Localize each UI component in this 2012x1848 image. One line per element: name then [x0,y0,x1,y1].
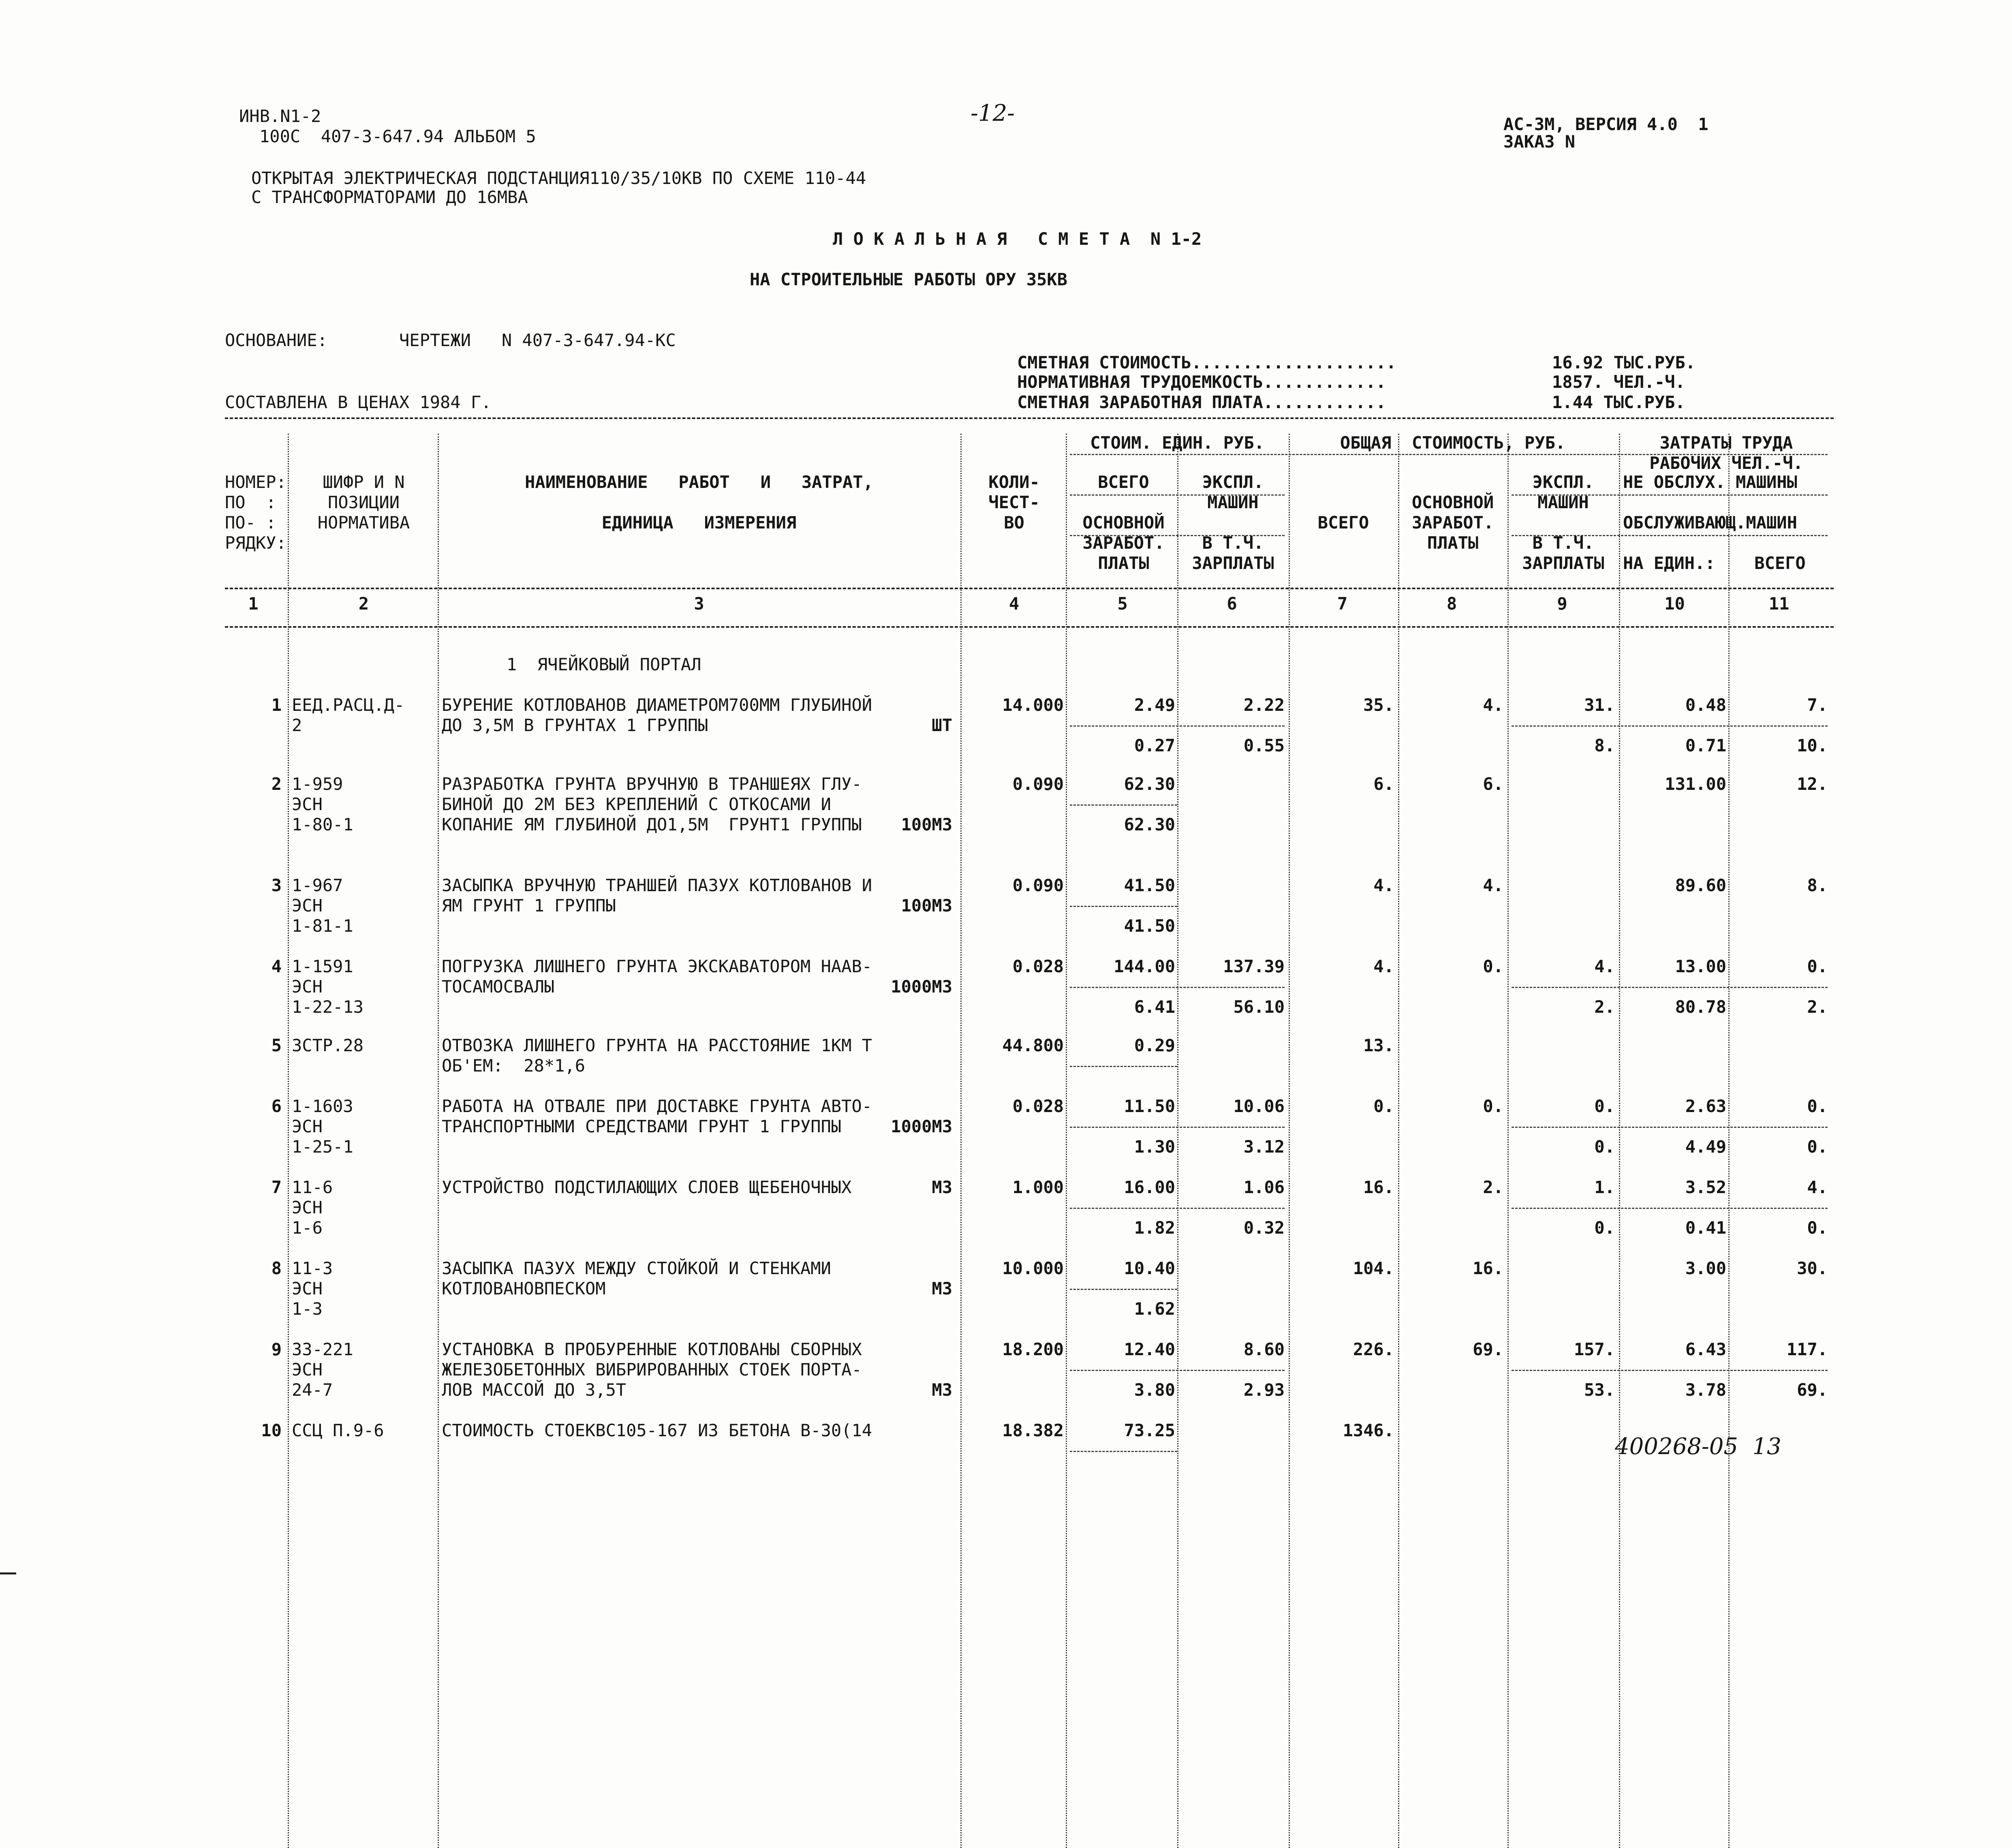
row-code: 2 [292,715,302,735]
prices-basis: СОСТАВЛЕНА В ЦЕНАХ 1984 Г. [225,392,492,412]
summary-value-wages: 1.44 ТЫС.РУБ. [1552,392,1685,412]
row-c6: 8.60 [1243,1339,1285,1359]
basis-document: ЧЕРТЕЖИ N 407-3-647.94-КС [399,330,676,350]
row-work-name: ЯМ ГРУНТ 1 ГРУППЫ [442,896,616,915]
column-number-10: 10 [1664,594,1685,614]
row-code: ЭСН [292,1116,323,1136]
row-c7: 0. [1373,1096,1394,1116]
row-c10b: 3.78 [1685,1380,1726,1400]
row-c7: 6. [1373,774,1394,794]
head-col10-l2: ОБСЛУЖИВАЮЩ.МАШИН [1623,513,1797,533]
head-col5-l2: ОСНОВНОЙ [1082,513,1165,533]
page-mark: -12- [971,100,1015,126]
head-col9-l1: ЭКСПЛ. [1532,472,1594,492]
row-code: 1-959 [292,774,343,794]
row-c10: 13.00 [1675,956,1726,976]
col-divider-3 [960,434,962,1848]
row-c9: 157. [1574,1339,1615,1359]
col-divider-10 [1728,434,1730,1848]
row-c5: 2.49 [1134,695,1175,715]
head-col1-l2: ПО : [225,492,276,512]
head-col4-l3: ВО [1004,513,1024,533]
row-work-name: ЗАСЫПКА ВРУЧНУЮ ТРАНШЕЙ ПАЗУХ КОТЛОВАНОВ И [442,875,872,895]
row-c5b: 1.30 [1134,1137,1175,1157]
head-col2-l2: ПОЗИЦИИ [327,492,400,512]
column-number-11: 11 [1768,594,1790,614]
head-col2-l1: ШИФР И N [323,472,405,492]
row-number: 6 [271,1096,282,1116]
row-work-name: РАБОТА НА ОТВАЛЕ ПРИ ДОСТАВКЕ ГРУНТА АВТО- [442,1096,872,1116]
row-number: 10 [261,1420,282,1440]
row-unit: М3 [932,1380,952,1400]
col-divider-5 [1177,434,1178,1848]
row-c6: 2.22 [1243,695,1285,715]
row-work-name: ЛОВ МАССОЙ ДО 3,5Т [442,1380,626,1400]
row-c6b: 0.32 [1243,1218,1285,1238]
head-col9-l3: В Т.Ч. [1532,533,1594,553]
row-work-name: ДО 3,5М В ГРУНТАХ 1 ГРУППЫ [442,715,708,735]
row-sub-rule-labor [1512,987,1828,988]
row-c5: 16.00 [1124,1177,1175,1197]
row-c5: 41.50 [1124,875,1175,895]
header-bottom-rule [225,588,1834,589]
row-c7: 1346. [1343,1420,1394,1440]
row-c11: 117. [1786,1339,1828,1359]
row-c9: 1. [1594,1177,1615,1197]
row-c10b: 80.78 [1675,997,1726,1017]
row-code: 1-1603 [292,1096,353,1116]
row-c6: 1.06 [1243,1177,1285,1197]
scan-mark [0,1572,16,1574]
row-sub-rule [1070,987,1285,988]
row-code: ЭСН [292,1198,323,1217]
head-col6-l1: ЭКСПЛ. [1202,472,1264,492]
row-number: 4 [271,956,282,976]
row-quantity: 14.000 [1002,695,1064,715]
col-divider-6 [1289,434,1290,1848]
row-c9: 4. [1594,956,1615,976]
head-col6-l2: МАШИН [1207,492,1259,512]
row-work-name: ЗАСЫПКА ПАЗУХ МЕЖДУ СТОЙКОЙ И СТЕНКАМИ [442,1258,831,1278]
row-c8: 0. [1483,1096,1503,1116]
row-code: 1-81-1 [292,916,353,936]
row-quantity: 0.090 [1012,875,1064,895]
summary-value-labor: 1857. ЧЕЛ.-Ч. [1552,372,1685,392]
row-c8: 0. [1483,956,1503,976]
row-c5b: 1.82 [1134,1218,1175,1238]
row-unit: 1000М3 [891,1116,952,1136]
row-code: ЭСН [292,794,323,814]
head-col10-l1: НЕ ОБСЛУХ. МАШИНЫ [1623,472,1797,492]
head-col1-l3: ПО- : [225,513,276,533]
head-col4-l2: ЧЕСТ- [988,492,1040,512]
row-unit: 100М3 [901,896,952,915]
column-number-4: 4 [1009,594,1020,614]
row-work-name: КОПАНИЕ ЯМ ГЛУБИНОЙ ДО1,5М ГРУНТ1 ГРУППЫ [442,815,862,834]
row-code: 1-25-1 [292,1137,353,1157]
row-work-name: УСТАНОВКА В ПРОБУРЕННЫЕ КОТЛОВАНЫ СБОРНЫХ [442,1339,862,1359]
row-quantity: 18.382 [1002,1420,1064,1440]
row-c9b: 0. [1594,1137,1615,1157]
document-subtitle: НА СТРОИТЕЛЬНЫЕ РАБОТЫ ОРУ 35КВ [750,270,1067,289]
row-code: 1-967 [292,875,343,895]
row-code: 1-1591 [292,956,353,976]
column-number-6: 6 [1227,594,1237,614]
row-quantity: 10.000 [1002,1258,1064,1278]
row-c6b: 0.55 [1243,736,1285,755]
row-c9b: 0. [1594,1218,1615,1238]
col-divider-1 [288,434,289,1848]
handwritten-note: 400268-05 13 [1615,1433,1781,1460]
row-code: 11-6 [292,1177,333,1197]
basis-label: ОСНОВАНИЕ: [225,330,327,350]
row-c7: 226. [1353,1339,1394,1359]
column-number-7: 7 [1337,594,1348,614]
row-c11: 4. [1807,1177,1828,1197]
summary-label-wages: СМЕТНАЯ ЗАРАБОТНАЯ ПЛАТА............ [1017,392,1386,412]
row-c8: 4. [1483,695,1503,715]
table-top-rule [225,417,1834,419]
row-work-name: ЖЕЛЕЗОБЕТОННЫХ ВИБРИРОВАННЫХ СТОЕК ПОРТА- [442,1360,862,1380]
row-c5b: 41.50 [1124,916,1175,936]
row-c10: 0.48 [1685,695,1726,715]
row-c6b: 56.10 [1233,997,1285,1017]
summary-value-cost: 16.92 ТЫС.РУБ. [1552,353,1696,372]
row-quantity: 1.000 [1012,1177,1064,1197]
row-c11: 7. [1807,695,1828,715]
row-sub-rule-labor [1512,1127,1828,1128]
row-unit: 100М3 [901,815,952,834]
row-sub-rule [1070,1289,1177,1290]
head-col2-l3: НОРМАТИВА [317,513,410,533]
column-number-1: 1 [248,594,259,614]
column-number-5: 5 [1117,594,1128,614]
column-number-8: 8 [1446,594,1457,614]
row-c11b: 69. [1797,1380,1828,1400]
row-code: ЕЕД.РАСЦ.Д- [292,695,405,715]
row-c10b: 0.41 [1685,1218,1726,1238]
row-c10: 6.43 [1685,1339,1726,1359]
numbers-bottom-rule [225,626,1834,628]
row-work-name: БИНОЙ ДО 2М БЕЗ КРЕПЛЕНИЙ С ОТКОСАМИ И [442,794,831,814]
row-c7: 16. [1363,1177,1394,1197]
album-code: 100С 407-3-647.94 АЛЬБОМ 5 [259,126,536,146]
row-c7: 4. [1373,956,1394,976]
row-work-name: ТРАНСПОРТНЫМИ СРЕДСТВАМИ ГРУНТ 1 ГРУППЫ [442,1116,842,1136]
row-sub-rule [1070,804,1177,806]
row-c9: 31. [1584,695,1615,715]
head-group-total: ОБЩАЯ СТОИМОСТЬ, РУБ. [1340,433,1566,453]
row-work-name: ОТВОЗКА ЛИШНЕГО ГРУНТА НА РАССТОЯНИЕ 1КМ Т [442,1035,872,1055]
row-c5b: 0.27 [1134,736,1175,755]
row-number: 7 [271,1177,282,1197]
row-sub-rule [1070,1127,1285,1128]
head-col8-l1: ОСНОВНОЙ [1411,492,1494,512]
row-work-name: ПОГРУЗКА ЛИШНЕГО ГРУНТА ЭКСКАВАТОРОМ НААВ- [442,956,872,976]
summary-label-cost: СМЕТНАЯ СТОИМОСТЬ.................... [1017,353,1396,372]
row-c10b: 4.49 [1685,1137,1726,1157]
row-code: 1-22-13 [292,997,364,1017]
row-c9: 0. [1594,1096,1615,1116]
row-c5b: 1.62 [1134,1299,1175,1319]
row-c5: 11.50 [1124,1096,1175,1116]
col-divider-7 [1398,434,1399,1848]
head-col8-l3: ПЛАТЫ [1427,533,1479,553]
row-c11b: 10. [1797,736,1828,755]
row-c6: 10.06 [1233,1096,1285,1116]
head-col4-l1: КОЛИ- [988,472,1040,492]
row-number: 8 [271,1258,282,1278]
row-number: 9 [271,1339,282,1359]
head-col5-l4: ПЛАТЫ [1098,553,1149,573]
row-c8: 4. [1483,875,1503,895]
row-c10: 3.00 [1685,1258,1726,1278]
row-c11: 0. [1807,1096,1828,1116]
head-group-labor: ЗАТРАТЫ ТРУДА [1659,433,1793,453]
row-c10: 2.63 [1685,1096,1726,1116]
row-c8: 6. [1483,774,1503,794]
row-c9b: 53. [1584,1380,1615,1400]
head-group-labor-2: РАБОЧИХ ЧЕЛ.-Ч. [1649,453,1803,473]
col-divider-8 [1507,434,1509,1848]
order-number: ЗАКАЗ N [1503,132,1576,152]
row-code: ЭСН [292,977,323,997]
row-sub-rule [1070,906,1177,907]
head-col1-l4: РЯДКУ: [225,533,287,553]
row-c8: 2. [1483,1177,1503,1197]
row-sub-rule [1070,725,1285,727]
head-col6-l4: ЗАРПЛАТЫ [1192,553,1274,573]
head-col6-l3: В Т.Ч. [1202,533,1264,553]
row-c8: 16. [1473,1258,1503,1278]
row-sub-rule-labor [1512,1370,1828,1371]
row-unit: М3 [932,1177,952,1197]
row-code: 1-6 [292,1218,323,1238]
head-col11: ВСЕГО [1754,553,1806,573]
row-c6b: 3.12 [1243,1137,1285,1157]
row-code: ЭСН [292,1360,323,1380]
row-unit: ШТ [932,715,952,735]
row-c7: 35. [1363,695,1394,715]
head-col8-l2: ЗАРАБОТ. [1411,513,1494,533]
row-sub-rule [1070,1451,1177,1452]
head-col5-l3: ЗАРАБОТ. [1082,533,1165,553]
row-c11: 0. [1807,956,1828,976]
head-group-unit: СТОИМ. ЕДИН. РУБ. [1090,433,1264,453]
row-unit: 1000М3 [891,977,952,997]
row-work-name: КОТЛОВАНОВПЕСКОМ [442,1279,606,1298]
col-divider-2 [438,434,439,1848]
row-work-name: БУРЕНИЕ КОТЛОВАНОВ ДИАМЕТРОМ700ММ ГЛУБИНОЙ [442,695,872,715]
row-c11: 8. [1807,875,1828,895]
row-c5b: 62.30 [1124,815,1175,834]
program-version: АС-3М, ВЕРСИЯ 4.0 1 [1503,114,1708,134]
row-c5b: 3.80 [1134,1380,1175,1400]
row-c9b: 2. [1594,997,1615,1017]
head-col3-l2: ЕДИНИЦА ИЗМЕРЕНИЯ [601,513,797,533]
col-divider-4 [1066,434,1067,1848]
row-work-name: УСТРОЙСТВО ПОДСТИЛАЮЩИХ СЛОЕВ ЩЕБЕНОЧНЫХ [442,1177,852,1197]
row-code: ЭСН [292,896,323,915]
row-c11b: 0. [1807,1137,1828,1157]
row-c10: 89.60 [1675,875,1726,895]
column-number-9: 9 [1557,594,1567,614]
row-number: 5 [271,1035,282,1055]
row-c5: 12.40 [1124,1339,1175,1359]
row-code: 11-3 [292,1258,333,1278]
col-divider-9 [1619,434,1620,1848]
head-col7: ВСЕГО [1317,513,1369,533]
row-sub-rule [1070,1370,1285,1371]
row-quantity: 0.028 [1012,1096,1064,1116]
row-c8: 69. [1473,1339,1503,1359]
head-col10-l3: НА ЕДИН.: [1623,553,1715,573]
object-line-1: ОТКРЫТАЯ ЭЛЕКТРИЧЕСКАЯ ПОДСТАНЦИЯ110/35/10КВ ПО СХЕМЕ 110-44 [251,168,866,188]
row-number: 2 [271,774,282,794]
document-title: Л О К А Л Ь Н А Я С М Е Т А N 1-2 [833,229,1202,249]
row-c7: 104. [1353,1258,1394,1278]
head-col9-l2: МАШИН [1537,492,1589,512]
inventory-number: ИНВ.N1-2 [239,106,321,126]
row-c9b: 8. [1594,736,1615,755]
row-code: 1-80-1 [292,815,353,834]
column-number-2: 2 [358,594,369,614]
column-number-3: 3 [694,594,704,614]
row-c6b: 2.93 [1243,1380,1285,1400]
row-c5: 0.29 [1134,1035,1175,1055]
section-title: 1 ЯЧЕЙКОВЫЙ ПОРТАЛ [507,654,701,674]
head-col3-l1: НАИМЕНОВАНИЕ РАБОТ И ЗАТРАТ, [525,472,873,492]
row-c5: 62.30 [1124,774,1175,794]
row-c5: 73.25 [1124,1420,1175,1440]
summary-label-labor: НОРМАТИВНАЯ ТРУДОЕМКОСТЬ............ [1017,372,1386,392]
head-col9-l4: ЗАРПЛАТЫ [1522,553,1604,573]
row-c10: 131.00 [1665,774,1726,794]
row-c5b: 6.41 [1134,997,1175,1017]
row-code: 24-7 [292,1380,333,1400]
row-work-name: ОБ'ЕМ: 28*1,6 [442,1056,586,1076]
row-quantity: 18.200 [1002,1339,1064,1359]
row-c6: 137.39 [1223,956,1285,976]
row-c11: 30. [1797,1258,1828,1278]
row-sub-rule-labor [1512,725,1828,727]
row-number: 3 [271,875,282,895]
head-col1-l1: НОМЕР: [225,472,287,492]
row-code: ЭСН [292,1279,323,1298]
row-c5: 144.00 [1114,956,1175,976]
row-work-name: РАЗРАБОТКА ГРУНТА ВРУЧНУЮ В ТРАНШЕЯХ ГЛУ- [442,774,862,794]
row-c5: 10.40 [1124,1258,1175,1278]
row-quantity: 44.800 [1002,1035,1064,1055]
row-work-name: ТОСАМОСВАЛЫ [442,977,555,997]
row-quantity: 0.090 [1012,774,1064,794]
row-c7: 4. [1373,875,1394,895]
row-number: 1 [271,695,282,715]
row-c10: 3.52 [1685,1177,1726,1197]
row-code: 1-3 [292,1299,323,1319]
object-line-2: С ТРАНСФОРМАТОРАМИ ДО 16МВА [251,187,528,207]
row-code: 33-221 [292,1339,353,1359]
head-col5-l1: ВСЕГО [1098,472,1149,492]
row-quantity: 0.028 [1012,956,1064,976]
row-code: ЗСТР.28 [292,1035,364,1055]
row-c11b: 2. [1807,997,1828,1017]
row-sub-rule-labor [1512,1208,1828,1209]
row-c7: 13. [1363,1035,1394,1055]
row-c10b: 0.71 [1685,736,1726,755]
row-code: ССЦ П.9-6 [292,1420,384,1440]
row-c11: 12. [1797,774,1828,794]
row-sub-rule [1070,1208,1285,1209]
row-work-name: СТОИМОСТЬ СТОЕКВС105-167 ИЗ БЕТОНА В-30(14 [442,1420,872,1440]
row-c11b: 0. [1807,1218,1828,1238]
row-unit: М3 [932,1279,952,1298]
row-sub-rule [1070,1066,1177,1067]
